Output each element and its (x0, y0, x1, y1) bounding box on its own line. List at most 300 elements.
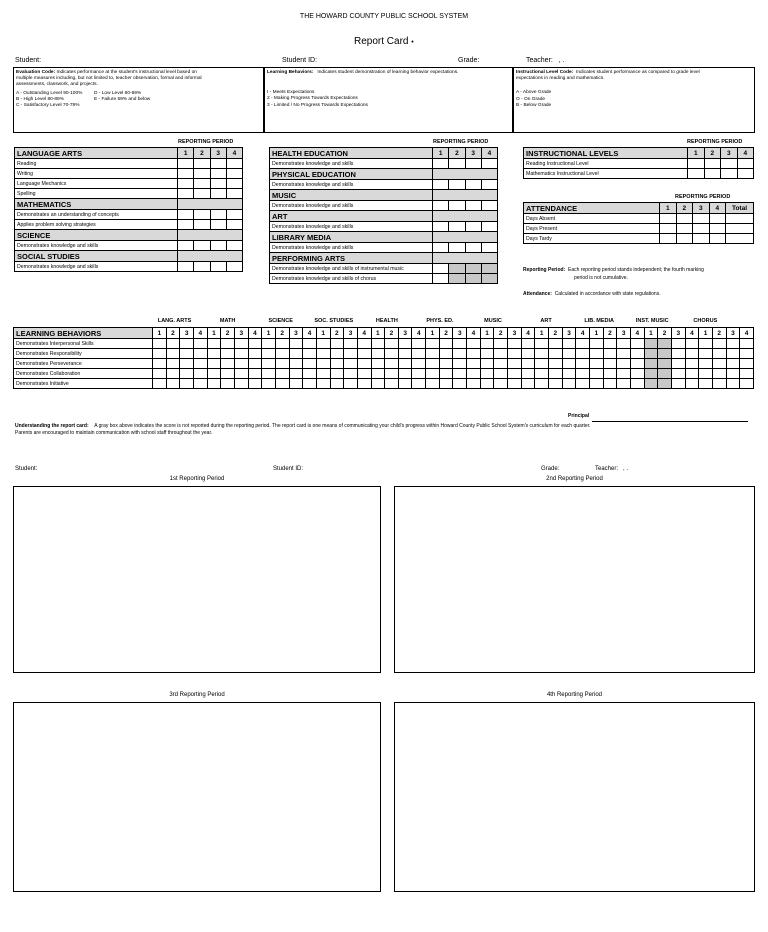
grade-cell[interactable] (704, 169, 721, 179)
behavior-cell[interactable] (275, 349, 289, 359)
behavior-cell[interactable] (494, 349, 508, 359)
behavior-cell[interactable] (262, 349, 276, 359)
behavior-cell[interactable] (398, 349, 412, 359)
behavior-cell[interactable] (303, 339, 317, 349)
grade-cell[interactable] (465, 180, 481, 190)
behavior-cell[interactable] (535, 369, 549, 379)
grade-cell[interactable] (688, 159, 705, 169)
grade-cell[interactable] (481, 274, 497, 284)
behavior-cell[interactable] (699, 349, 713, 359)
grade-cell[interactable] (433, 180, 449, 190)
behavior-cell[interactable] (480, 339, 494, 349)
behavior-cell[interactable] (180, 359, 194, 369)
behavior-cell[interactable] (630, 379, 644, 389)
behavior-cell[interactable] (357, 379, 371, 389)
behavior-cell[interactable] (248, 349, 262, 359)
behavior-cell[interactable] (603, 339, 617, 349)
behavior-cell[interactable] (508, 379, 522, 389)
behavior-cell[interactable] (480, 349, 494, 359)
behavior-cell[interactable] (671, 359, 685, 369)
behavior-cell[interactable] (671, 369, 685, 379)
behavior-cell[interactable] (357, 339, 371, 349)
behavior-cell[interactable] (671, 379, 685, 389)
behavior-cell[interactable] (316, 349, 330, 359)
behavior-cell[interactable] (726, 349, 740, 359)
behavior-cell[interactable] (180, 369, 194, 379)
behavior-cell[interactable] (207, 339, 221, 349)
behavior-cell[interactable] (153, 339, 167, 349)
grade-cell[interactable] (433, 274, 449, 284)
behavior-cell[interactable] (207, 359, 221, 369)
behavior-cell[interactable] (153, 379, 167, 389)
behavior-cell[interactable] (166, 369, 180, 379)
grade-cell[interactable] (449, 180, 465, 190)
behavior-cell[interactable] (658, 369, 672, 379)
behavior-cell[interactable] (193, 369, 207, 379)
behavior-cell[interactable] (603, 379, 617, 389)
grade-cell[interactable] (465, 159, 481, 169)
behavior-cell[interactable] (576, 369, 590, 379)
behavior-cell[interactable] (671, 349, 685, 359)
behavior-cell[interactable] (275, 339, 289, 349)
behavior-cell[interactable] (740, 369, 754, 379)
behavior-cell[interactable] (193, 349, 207, 359)
behavior-cell[interactable] (426, 379, 440, 389)
grade-cell[interactable] (194, 189, 210, 199)
behavior-cell[interactable] (467, 349, 481, 359)
behavior-cell[interactable] (289, 359, 303, 369)
behavior-cell[interactable] (467, 379, 481, 389)
behavior-cell[interactable] (644, 339, 658, 349)
behavior-cell[interactable] (153, 369, 167, 379)
grade-cell[interactable] (178, 210, 194, 220)
grade-cell[interactable] (449, 264, 465, 274)
behavior-cell[interactable] (562, 339, 576, 349)
attendance-cell[interactable] (676, 234, 693, 244)
behavior-cell[interactable] (289, 369, 303, 379)
behavior-cell[interactable] (207, 369, 221, 379)
behavior-cell[interactable] (494, 369, 508, 379)
behavior-cell[interactable] (371, 379, 385, 389)
behavior-cell[interactable] (644, 349, 658, 359)
attendance-cell[interactable] (709, 214, 726, 224)
behavior-cell[interactable] (412, 359, 426, 369)
grade-cell[interactable] (178, 189, 194, 199)
behavior-cell[interactable] (221, 349, 235, 359)
behavior-cell[interactable] (398, 339, 412, 349)
behavior-cell[interactable] (699, 379, 713, 389)
behavior-cell[interactable] (412, 369, 426, 379)
behavior-cell[interactable] (412, 379, 426, 389)
grade-cell[interactable] (226, 189, 242, 199)
behavior-cell[interactable] (603, 349, 617, 359)
behavior-cell[interactable] (576, 379, 590, 389)
behavior-cell[interactable] (330, 339, 344, 349)
behavior-cell[interactable] (248, 369, 262, 379)
attendance-cell[interactable] (660, 214, 677, 224)
behavior-cell[interactable] (221, 339, 235, 349)
behavior-cell[interactable] (371, 359, 385, 369)
behavior-cell[interactable] (344, 359, 358, 369)
behavior-cell[interactable] (439, 339, 453, 349)
grade-cell[interactable] (481, 180, 497, 190)
behavior-cell[interactable] (275, 379, 289, 389)
behavior-cell[interactable] (658, 379, 672, 389)
grade-cell[interactable] (226, 159, 242, 169)
behavior-cell[interactable] (740, 349, 754, 359)
behavior-cell[interactable] (740, 379, 754, 389)
behavior-cell[interactable] (453, 339, 467, 349)
comment-box-2[interactable] (394, 486, 755, 673)
attendance-cell[interactable] (709, 224, 726, 234)
behavior-cell[interactable] (303, 379, 317, 389)
behavior-cell[interactable] (234, 369, 248, 379)
behavior-cell[interactable] (508, 369, 522, 379)
behavior-cell[interactable] (726, 379, 740, 389)
behavior-cell[interactable] (740, 359, 754, 369)
behavior-cell[interactable] (234, 349, 248, 359)
behavior-cell[interactable] (508, 349, 522, 359)
behavior-cell[interactable] (576, 359, 590, 369)
grade-cell[interactable] (721, 159, 738, 169)
behavior-cell[interactable] (726, 359, 740, 369)
behavior-cell[interactable] (590, 369, 604, 379)
grade-cell[interactable] (194, 262, 210, 272)
behavior-cell[interactable] (562, 349, 576, 359)
behavior-cell[interactable] (590, 359, 604, 369)
behavior-cell[interactable] (412, 349, 426, 359)
behavior-cell[interactable] (494, 379, 508, 389)
behavior-cell[interactable] (385, 339, 399, 349)
behavior-cell[interactable] (357, 359, 371, 369)
behavior-cell[interactable] (385, 379, 399, 389)
behavior-cell[interactable] (644, 359, 658, 369)
grade-cell[interactable] (465, 222, 481, 232)
behavior-cell[interactable] (617, 339, 631, 349)
grade-cell[interactable] (449, 274, 465, 284)
behavior-cell[interactable] (712, 379, 726, 389)
behavior-cell[interactable] (221, 369, 235, 379)
behavior-cell[interactable] (453, 369, 467, 379)
behavior-cell[interactable] (385, 359, 399, 369)
behavior-cell[interactable] (330, 379, 344, 389)
grade-cell[interactable] (226, 241, 242, 251)
behavior-cell[interactable] (712, 359, 726, 369)
attendance-cell[interactable] (709, 234, 726, 244)
behavior-cell[interactable] (398, 379, 412, 389)
behavior-cell[interactable] (590, 339, 604, 349)
behavior-cell[interactable] (193, 339, 207, 349)
behavior-cell[interactable] (330, 349, 344, 359)
behavior-cell[interactable] (603, 359, 617, 369)
behavior-cell[interactable] (467, 339, 481, 349)
behavior-cell[interactable] (344, 349, 358, 359)
behavior-cell[interactable] (685, 349, 699, 359)
behavior-cell[interactable] (521, 339, 535, 349)
behavior-cell[interactable] (289, 349, 303, 359)
behavior-cell[interactable] (549, 379, 563, 389)
behavior-cell[interactable] (371, 339, 385, 349)
behavior-cell[interactable] (521, 359, 535, 369)
behavior-cell[interactable] (685, 379, 699, 389)
grade-cell[interactable] (194, 179, 210, 189)
grade-cell[interactable] (465, 264, 481, 274)
behavior-cell[interactable] (630, 349, 644, 359)
behavior-cell[interactable] (289, 379, 303, 389)
grade-cell[interactable] (449, 222, 465, 232)
behavior-cell[interactable] (344, 339, 358, 349)
attendance-cell[interactable] (726, 224, 754, 234)
grade-cell[interactable] (721, 169, 738, 179)
comment-box-4[interactable] (394, 702, 755, 892)
behavior-cell[interactable] (726, 339, 740, 349)
behavior-cell[interactable] (303, 369, 317, 379)
behavior-cell[interactable] (316, 369, 330, 379)
behavior-cell[interactable] (316, 339, 330, 349)
behavior-cell[interactable] (166, 339, 180, 349)
grade-cell[interactable] (194, 169, 210, 179)
grade-cell[interactable] (210, 262, 226, 272)
attendance-cell[interactable] (660, 234, 677, 244)
behavior-cell[interactable] (303, 349, 317, 359)
behavior-cell[interactable] (480, 379, 494, 389)
grade-cell[interactable] (194, 210, 210, 220)
grade-cell[interactable] (178, 241, 194, 251)
behavior-cell[interactable] (603, 369, 617, 379)
attendance-cell[interactable] (693, 214, 710, 224)
attendance-cell[interactable] (693, 224, 710, 234)
behavior-cell[interactable] (426, 349, 440, 359)
behavior-cell[interactable] (712, 349, 726, 359)
behavior-cell[interactable] (671, 339, 685, 349)
grade-cell[interactable] (481, 201, 497, 211)
grade-cell[interactable] (465, 274, 481, 284)
behavior-cell[interactable] (289, 339, 303, 349)
behavior-cell[interactable] (453, 359, 467, 369)
grade-cell[interactable] (449, 243, 465, 253)
behavior-cell[interactable] (699, 339, 713, 349)
grade-cell[interactable] (737, 169, 754, 179)
behavior-cell[interactable] (699, 359, 713, 369)
behavior-cell[interactable] (439, 349, 453, 359)
behavior-cell[interactable] (412, 339, 426, 349)
behavior-cell[interactable] (166, 379, 180, 389)
grade-cell[interactable] (226, 179, 242, 189)
behavior-cell[interactable] (398, 369, 412, 379)
grade-cell[interactable] (481, 264, 497, 274)
behavior-cell[interactable] (180, 349, 194, 359)
behavior-cell[interactable] (494, 339, 508, 349)
behavior-cell[interactable] (248, 379, 262, 389)
grade-cell[interactable] (210, 210, 226, 220)
behavior-cell[interactable] (576, 349, 590, 359)
behavior-cell[interactable] (630, 339, 644, 349)
behavior-cell[interactable] (385, 349, 399, 359)
behavior-cell[interactable] (480, 359, 494, 369)
behavior-cell[interactable] (439, 379, 453, 389)
behavior-cell[interactable] (562, 379, 576, 389)
behavior-cell[interactable] (658, 349, 672, 359)
grade-cell[interactable] (178, 169, 194, 179)
behavior-cell[interactable] (398, 359, 412, 369)
behavior-cell[interactable] (248, 339, 262, 349)
grade-cell[interactable] (194, 241, 210, 251)
behavior-cell[interactable] (166, 359, 180, 369)
behavior-cell[interactable] (630, 369, 644, 379)
behavior-cell[interactable] (508, 359, 522, 369)
grade-cell[interactable] (433, 159, 449, 169)
behavior-cell[interactable] (180, 379, 194, 389)
behavior-cell[interactable] (316, 379, 330, 389)
behavior-cell[interactable] (685, 359, 699, 369)
behavior-cell[interactable] (535, 349, 549, 359)
behavior-cell[interactable] (221, 379, 235, 389)
grade-cell[interactable] (481, 243, 497, 253)
grade-cell[interactable] (465, 243, 481, 253)
grade-cell[interactable] (737, 159, 754, 169)
behavior-cell[interactable] (535, 379, 549, 389)
attendance-cell[interactable] (660, 224, 677, 234)
behavior-cell[interactable] (549, 349, 563, 359)
grade-cell[interactable] (178, 220, 194, 230)
grade-cell[interactable] (210, 189, 226, 199)
behavior-cell[interactable] (344, 369, 358, 379)
behavior-cell[interactable] (193, 379, 207, 389)
grade-cell[interactable] (210, 179, 226, 189)
attendance-cell[interactable] (693, 234, 710, 244)
behavior-cell[interactable] (385, 369, 399, 379)
behavior-cell[interactable] (617, 369, 631, 379)
behavior-cell[interactable] (576, 339, 590, 349)
behavior-cell[interactable] (549, 359, 563, 369)
behavior-cell[interactable] (439, 359, 453, 369)
grade-cell[interactable] (449, 159, 465, 169)
behavior-cell[interactable] (439, 369, 453, 379)
grade-cell[interactable] (433, 264, 449, 274)
behavior-cell[interactable] (685, 339, 699, 349)
behavior-cell[interactable] (153, 349, 167, 359)
behavior-cell[interactable] (467, 369, 481, 379)
behavior-cell[interactable] (494, 359, 508, 369)
behavior-cell[interactable] (562, 359, 576, 369)
behavior-cell[interactable] (248, 359, 262, 369)
behavior-cell[interactable] (426, 369, 440, 379)
behavior-cell[interactable] (644, 379, 658, 389)
behavior-cell[interactable] (357, 349, 371, 359)
attendance-cell[interactable] (726, 234, 754, 244)
behavior-cell[interactable] (207, 349, 221, 359)
behavior-cell[interactable] (153, 359, 167, 369)
behavior-cell[interactable] (344, 379, 358, 389)
behavior-cell[interactable] (562, 369, 576, 379)
comment-box-3[interactable] (13, 702, 381, 892)
behavior-cell[interactable] (207, 379, 221, 389)
behavior-cell[interactable] (590, 379, 604, 389)
behavior-cell[interactable] (193, 359, 207, 369)
comment-box-1[interactable] (13, 486, 381, 673)
behavior-cell[interactable] (521, 349, 535, 359)
grade-cell[interactable] (210, 159, 226, 169)
behavior-cell[interactable] (617, 349, 631, 359)
behavior-cell[interactable] (357, 369, 371, 379)
behavior-cell[interactable] (685, 369, 699, 379)
grade-cell[interactable] (433, 201, 449, 211)
behavior-cell[interactable] (521, 369, 535, 379)
grade-cell[interactable] (194, 220, 210, 230)
behavior-cell[interactable] (535, 359, 549, 369)
behavior-cell[interactable] (275, 359, 289, 369)
behavior-cell[interactable] (549, 339, 563, 349)
behavior-cell[interactable] (166, 349, 180, 359)
behavior-cell[interactable] (630, 359, 644, 369)
behavior-cell[interactable] (180, 339, 194, 349)
grade-cell[interactable] (688, 169, 705, 179)
grade-cell[interactable] (433, 243, 449, 253)
behavior-cell[interactable] (371, 369, 385, 379)
grade-cell[interactable] (226, 169, 242, 179)
grade-cell[interactable] (210, 220, 226, 230)
behavior-cell[interactable] (467, 359, 481, 369)
grade-cell[interactable] (178, 159, 194, 169)
behavior-cell[interactable] (480, 369, 494, 379)
behavior-cell[interactable] (262, 369, 276, 379)
attendance-cell[interactable] (676, 224, 693, 234)
behavior-cell[interactable] (453, 379, 467, 389)
attendance-cell[interactable] (676, 214, 693, 224)
behavior-cell[interactable] (262, 359, 276, 369)
behavior-cell[interactable] (521, 379, 535, 389)
behavior-cell[interactable] (426, 339, 440, 349)
behavior-cell[interactable] (262, 339, 276, 349)
grade-cell[interactable] (465, 201, 481, 211)
behavior-cell[interactable] (371, 349, 385, 359)
behavior-cell[interactable] (453, 349, 467, 359)
grade-cell[interactable] (226, 210, 242, 220)
grade-cell[interactable] (226, 220, 242, 230)
behavior-cell[interactable] (221, 359, 235, 369)
grade-cell[interactable] (210, 241, 226, 251)
behavior-cell[interactable] (262, 379, 276, 389)
behavior-cell[interactable] (617, 359, 631, 369)
grade-cell[interactable] (194, 159, 210, 169)
grade-cell[interactable] (178, 179, 194, 189)
grade-cell[interactable] (481, 159, 497, 169)
behavior-cell[interactable] (234, 379, 248, 389)
grade-cell[interactable] (178, 262, 194, 272)
behavior-cell[interactable] (275, 369, 289, 379)
attendance-cell[interactable] (726, 214, 754, 224)
behavior-cell[interactable] (330, 359, 344, 369)
grade-cell[interactable] (481, 222, 497, 232)
behavior-cell[interactable] (644, 369, 658, 379)
behavior-cell[interactable] (590, 349, 604, 359)
behavior-cell[interactable] (699, 369, 713, 379)
grade-cell[interactable] (433, 222, 449, 232)
grade-cell[interactable] (704, 159, 721, 169)
behavior-cell[interactable] (549, 369, 563, 379)
behavior-cell[interactable] (316, 359, 330, 369)
behavior-cell[interactable] (535, 339, 549, 349)
grade-cell[interactable] (449, 201, 465, 211)
behavior-cell[interactable] (712, 369, 726, 379)
grade-cell[interactable] (226, 262, 242, 272)
behavior-cell[interactable] (726, 369, 740, 379)
behavior-cell[interactable] (617, 379, 631, 389)
behavior-cell[interactable] (303, 359, 317, 369)
grade-cell[interactable] (210, 169, 226, 179)
behavior-cell[interactable] (712, 339, 726, 349)
behavior-cell[interactable] (658, 359, 672, 369)
